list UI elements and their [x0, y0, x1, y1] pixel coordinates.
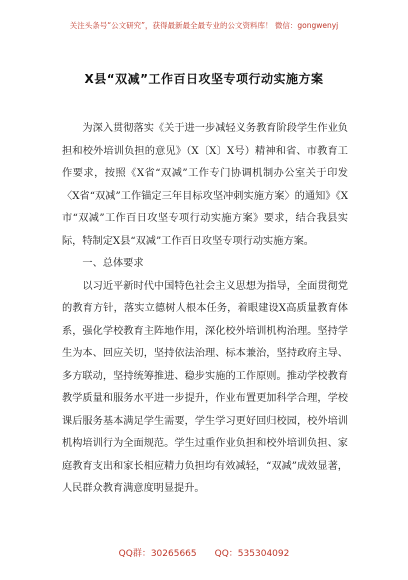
- document-body: [62, 118, 348, 501]
- document-title: X县“双减”工作百日攻坚专项行动实施方案: [84, 72, 324, 86]
- footer-contact: [0, 546, 408, 559]
- footer-qq-group: QQ群：30265665: [118, 549, 197, 559]
- section-paragraph: 以习近平新时代中国特色社会主义思想为指导，全面贯彻党的教育方针，落实立德树人根本任务，着眼建设X高质量教育体系，强化学校教育主阵地作用，深化校外培训机构治理。坚持学生为本、回应关切，坚持依法治理、标本兼治，坚持政府主导、多方联动，坚持统筹推进、稳步实施的工作原则。推动学校教育教学质量和服务水平进一步提升，作业布置更加科学合理，学校课后服务基本满足学生需要，学生学习更好回归校园，校外培训机构培训行为全面规范。学生过重作业负担和校外培训负担、家庭教育支出和家长相应精力负担均有效减轻，“双减”成效显著，人民群众教育满意度明显提升。: [62, 280, 348, 494]
- section-heading: 一、总体要求: [82, 258, 144, 269]
- header-banner: 关注头条号“公文研究”，获得最新最全最专业的公文资料库！ 微信：gongwenyj: [69, 21, 339, 30]
- intro-paragraph: 为深入贯彻落实《关于进一步减轻义务教育阶段学生作业负担和校外培训负担的意见》（X〔X〕X号）精神和省、市教育工作要求，按照《X省“双减”工作专门协调机制办公室关于印发〈X省“双减”工作锚定三年目标攻坚冲刺实施方案〉的通知》《X市“双减”工作百日攻坚专项行动实施方案》要求，结合我县实际，特制定X县“双减”工作百日攻坚专项行动实施方案。: [62, 123, 348, 247]
- footer-qq-number: QQ：535304092: [214, 549, 290, 559]
